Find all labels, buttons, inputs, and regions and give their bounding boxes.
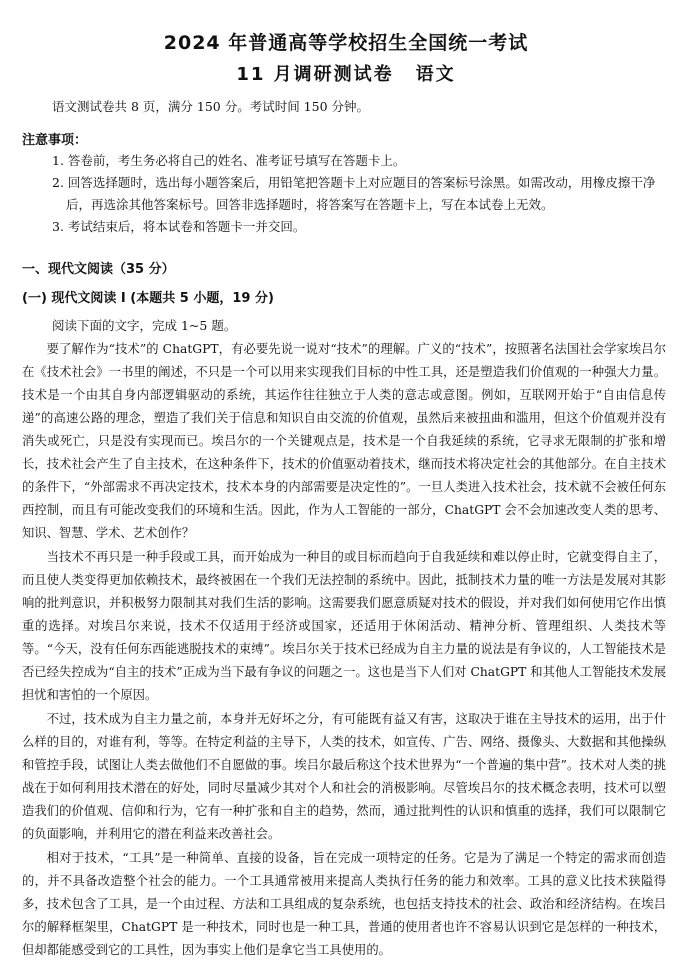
article-paragraph: 要了解作为“技术”的 ChatGPT，有必要先说一说对“技术”的理解。广义的“技术”，按照著名法国社会学家埃吕尔在《技术社会》一书里的阐述，不只是一个可以用来实现我们目标的中性工具，还是塑造我们价值观的一种强大力量。技术是一个由其自身内部逻辑驱动的系统，其运作往往独立于人类的意志或意图。例如，互联网开始于“自由信息传递”的高速公路的理念，塑造了我们关于信息和知识自由交流的价值观，虽然后来被扭曲和滥用，但这个价值观并没有消失或死亡，只是没有实现而已。埃吕尔的一个关键观点是，技术是一个自我延续的系统，它寻求无限制的扩张和增长，技术社会产生了自主技术，在这种条件下，技术的价值驱动着技术，继而技术将决定社会的其他部分。在自主技术的条件下，“外部需求不再决定技术，技术本身的内部需要是决定性的”。一旦人类进入技术社会，技术就不会被任何东西控制，而且有可能改变我们的环境和生活。因此，作为人工智能的一部分，ChatGPT 会不会加速改变人类的思考、知识、智慧、学术、艺术创作？ [22,342,666,540]
article-paragraph: 不过，技术成为自主力量之前，本身并无好坏之分，有可能既有益又有害，这取决于谁在主导技术的运用，出于什么样的目的，对谁有利，等等。在特定利益的主导下，人类的技术，如宣传、广告、网络、摄像头、大数据和其他操纵和管控手段，试图让人类去做他们不自愿做的事。埃吕尔最后称这个技术世界为“一个普遍的集中营”。技术对人类的挑战在于如何利用技术潜在的好处，同时尽量减少其对个人和社会的消极影响。尽管埃吕尔的技术概念表明，技术可以塑造我们的价值观、信仰和行为，它有一种扩张和自主的趋势，然而，通过批判性的认识和慎重的选择，我们可以限制它的负面影响，并利用它的潜在利益来改善社会。 [22,712,666,841]
notice-list [0,150,692,238]
exam-intro: 语文测试卷共 8 页，满分 150 分。考试时间 150 分钟。 [52,99,370,114]
section-title: 一、现代文阅读（35 分） [22,262,175,277]
exam-title: 2024 年普通高等学校招生全国统一考试 [163,32,529,54]
reading-instruction: 阅读下面的文字，完成 1~5 题。 [52,318,237,333]
exam-subject: 语文 [415,64,456,85]
notice-item: 3. 考试结束后，将本试卷和答题卡一并交回。 [52,219,306,234]
article-paragraph: 相对于技术，“工具”是一种简单、直接的设备，旨在完成一项特定的任务。它是为了满足一个特定的需求而创造的，并不具备改造整个社会的能力。一个工具通常被用来提高人类执行任务的能力和效率。工具的意义比技术狭隘得多，技术包含了工具，是一个由过程、方法和工具组成的复杂系统，也包括支持技术的社会、政治和经济结构。在埃吕尔的解释框架里，ChatGPT 是一种技术，同时也是一种工具，普通的使用者也许不容易认识到它是怎样的一种技术，但却都能感受到它的工具性，因为事实上他们是拿它当工具使用的。 [22,851,666,957]
subsection-title: (一) 现代文阅读 I (本题共 5 小题，19 分) [22,291,274,306]
notice-item: 2. 回答选择题时，选出每小题答案后，用铅笔把答题卡上对应题目的答案标号涂黑。如需改动，用橡皮擦干净后，再选涂其他答案标号。回答非选择题时，将答案写在答题卡上，写在本试卷上无效。 [52,175,656,212]
reading-article [0,338,692,962]
notice-heading: 注意事项： [22,133,88,148]
exam-subtitle: 11 月调研测试卷 [236,64,394,85]
exam-subtitle-line [0,60,692,86]
article-paragraph: 当技术不再只是一种手段或工具，而开始成为一种目的或目标而趋向于自我延续和难以停止时，它就变得自主了，而且使人类变得更加依赖技术，最终被困在一个我们无法控制的系统中。因此，抵制技术力量的唯一方法是发展对其影响的批判意识，并积极努力限制其对我们生活的影响。这需要我们愿意质疑对技术的假设，并对我们如何使用它作出慎重的选择。对埃吕尔来说，技术不仅适用于经济或国家，还适用于休闲活动、精神分析、管理组织、人类技术等等。“今天，没有任何东西能逃脱技术的束缚”。埃吕尔关于技术已经成为自主力量的说法是有争议的，人工智能技术是否已经失控成为“自主的技术”正成为当下最有争议的问题之一。这也是当下人们对 ChatGPT 和其他人工智能技术发展担忧和害怕的一个原因。 [22,550,666,702]
notice-item: 1. 答卷前，考生务必将自己的姓名、准考证号填写在答题卡上。 [52,153,406,168]
